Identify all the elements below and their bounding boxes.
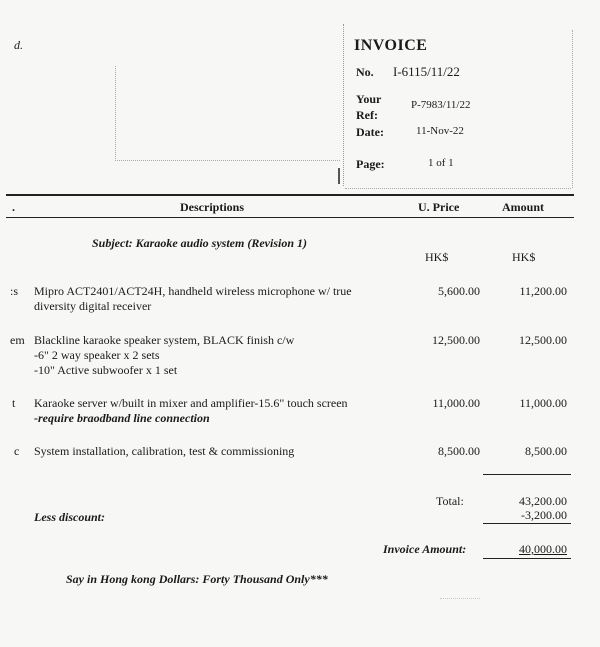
table-header-top-rule (6, 194, 574, 196)
invoice-amount-underline (483, 558, 571, 559)
description-line: Karaoke server w/built in mixer and amplifier-15.6" touch screen (34, 396, 348, 410)
subtotal-rule (483, 474, 571, 475)
total-label: Total: (436, 494, 464, 508)
currency-unit-price: HK$ (425, 250, 449, 264)
address-divider (115, 160, 340, 161)
line-item-description (34, 444, 294, 459)
your-ref-label: Your Ref: (356, 92, 382, 122)
row-prefix: t (12, 396, 16, 410)
your-ref-value: P-7983/11/22 (411, 99, 471, 111)
line-item-description (34, 396, 348, 426)
description-line: Blackline karaoke speaker system, BLACK finish c/w (34, 333, 295, 347)
description-line: -6" 2 way speaker x 2 sets (34, 348, 160, 362)
row-prefix: c (14, 444, 20, 458)
table-header-bottom-rule (6, 217, 574, 218)
description-line: diversity digital receiver (34, 299, 152, 313)
line-item-unit-price: 5,600.00 (438, 284, 480, 298)
column-fragment: . (12, 200, 15, 214)
line-item-description (34, 333, 294, 378)
header-right-edge (572, 30, 573, 188)
invoice-no-label: No. (356, 65, 374, 79)
date-value: 11-Nov-22 (416, 125, 464, 137)
column-descriptions: Descriptions (180, 200, 244, 214)
invoice-amount-label: Invoice Amount: (383, 542, 467, 556)
invoice-no-value: I-6115/11/22 (393, 64, 460, 79)
customer-address-box (115, 24, 344, 186)
invoice-subject: Subject: Karaoke audio system (Revision 1) (92, 236, 307, 250)
invoice-amount-value: 40,000.00 (519, 542, 567, 556)
header-bottom-divider (345, 188, 571, 189)
total-value: 43,200.00 (519, 494, 567, 508)
letterhead-fragment: d. (14, 38, 23, 52)
line-item-amount: 8,500.00 (525, 444, 567, 458)
description-line: -require braodband line connection (34, 411, 210, 425)
scan-mark (440, 598, 480, 599)
line-item-description (34, 284, 352, 314)
description-line: System installation, calibration, test & commissioning (34, 444, 295, 458)
column-unit-price: U. Price (418, 200, 460, 214)
page-value: 1 of 1 (428, 157, 454, 169)
discount-value: -3,200.00 (521, 508, 567, 522)
box-corner-mark (338, 168, 340, 184)
page-label: Page: (356, 157, 385, 171)
invoice-title: INVOICE (354, 37, 428, 54)
less-discount-label: Less discount: (34, 510, 106, 524)
address-left-edge (115, 66, 116, 161)
amount-in-words: Say in Hong kong Dollars: Forty Thousand Only*** (66, 572, 328, 586)
column-amount: Amount (502, 200, 545, 214)
line-item-amount: 11,000.00 (519, 396, 567, 410)
line-item-unit-price: 12,500.00 (432, 333, 480, 347)
line-item-unit-price: 11,000.00 (432, 396, 480, 410)
line-item-amount: 12,500.00 (519, 333, 567, 347)
discount-rule (483, 523, 571, 524)
date-label: Date: (356, 125, 384, 139)
line-item-amount: 11,200.00 (519, 284, 567, 298)
currency-amount: HK$ (512, 250, 536, 264)
description-line: Mipro ACT2401/ACT24H, handheld wireless microphone w/ true (34, 284, 352, 298)
description-line: -10" Active subwoofer x 1 set (34, 363, 178, 377)
line-item-unit-price: 8,500.00 (438, 444, 480, 458)
row-prefix: em (10, 333, 25, 347)
row-prefix: :s (10, 284, 19, 298)
